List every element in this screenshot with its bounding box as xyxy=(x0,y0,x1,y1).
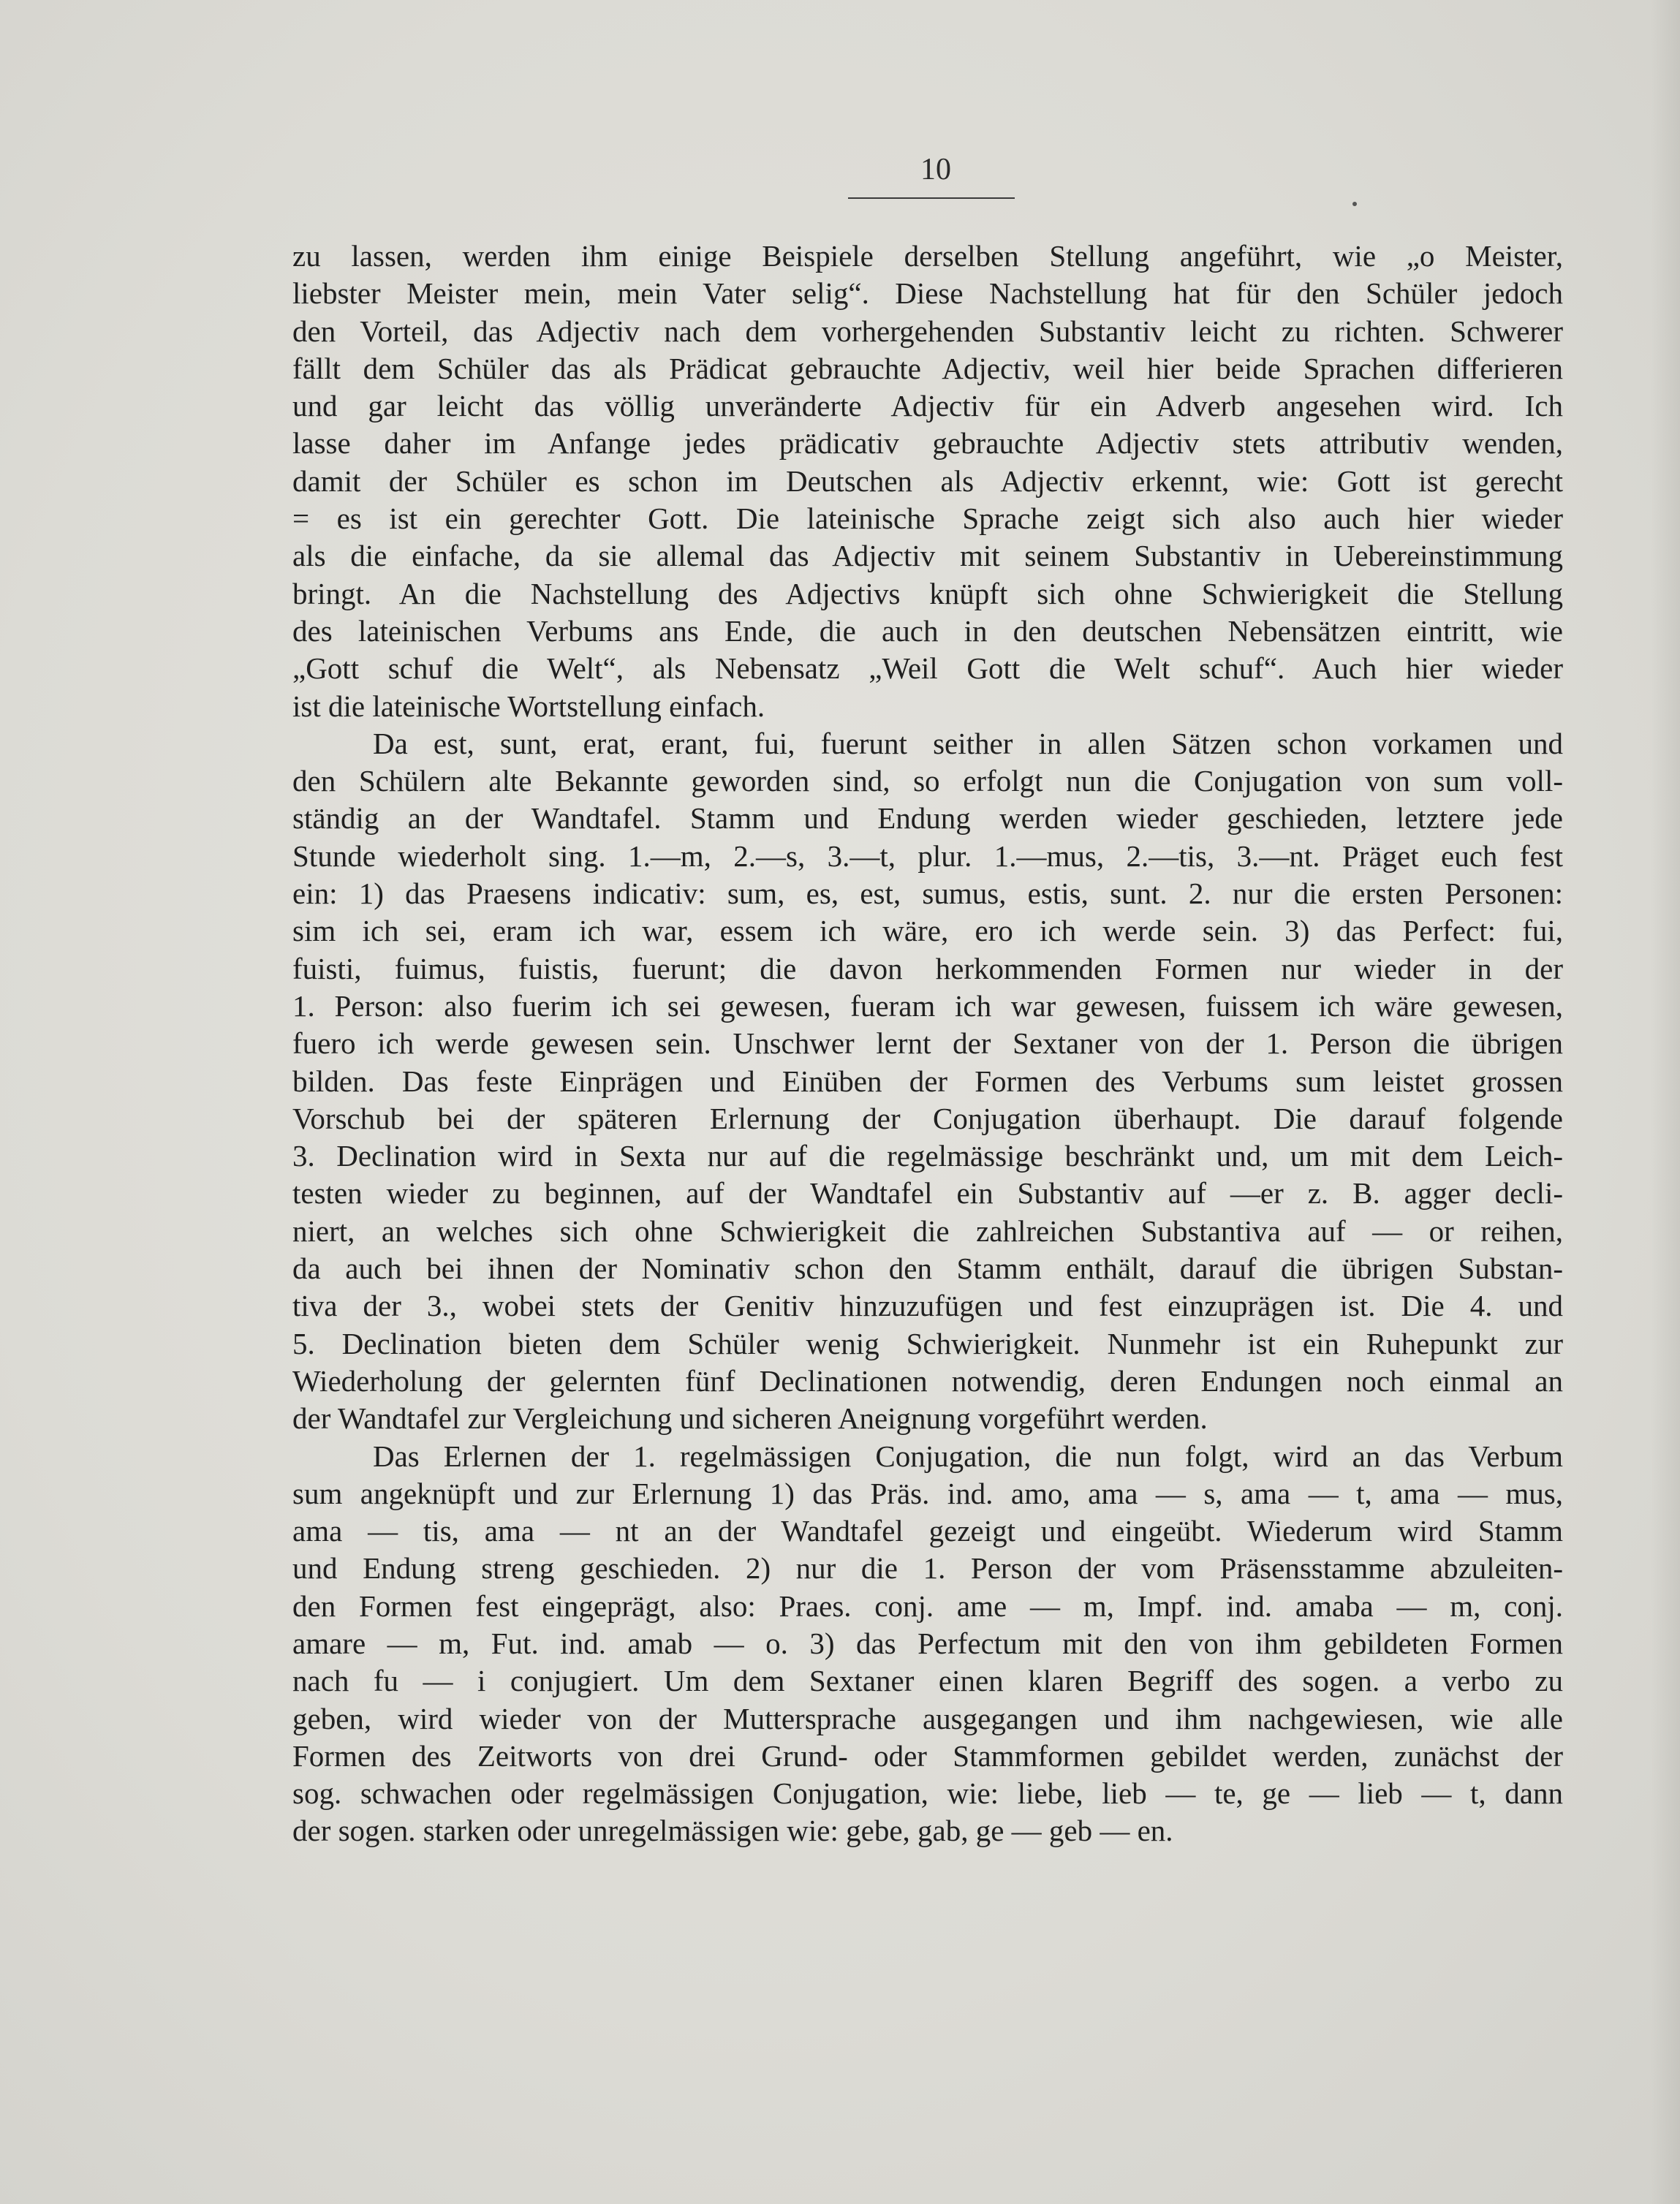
text-line: 1. Person: also fuerim ich sei gewesen, fueram ich war gewesen, fuissem ich wäre gewesen, xyxy=(292,988,1563,1023)
text-line: als die einfache, da sie allemal das Adjectiv mit seinem Substantiv in Uebereinstimmung xyxy=(292,539,1563,573)
text-line: Das Erlernen der 1. regelmässigen Conjugation, die nun folgt, wird an das Verbum xyxy=(373,1439,1563,1473)
text-line: und Endung streng geschieden. 2) nur die 1. Person der vom Präsensstamme abzuleiten- xyxy=(292,1551,1563,1586)
text-line: tiva der 3., wobei stets der Genitiv hinzuzufügen und fest einzuprägen ist. Die 4. und xyxy=(292,1289,1563,1323)
text-line: sim ich sei, eram ich war, essem ich wäre, ero ich werde sein. 3) das Perfect: fui, xyxy=(292,914,1563,948)
text-line: bilden. Das feste Einprägen und Einüben der Formen des Verbums sum leistet grossen xyxy=(292,1064,1563,1098)
text-line: = es ist ein gerechter Gott. Die lateinische Sprache zeigt sich also auch hier wieder xyxy=(292,501,1563,536)
page-number: 10 xyxy=(920,153,951,186)
text-line: nach fu — i conjugiert. Um dem Sextaner einen klaren Begriff des sogen. a verbo zu xyxy=(292,1664,1563,1698)
text-line: der Wandtafel zur Vergleichung und sicheren Aneignung vorgeführt werden. xyxy=(292,1401,1208,1436)
text-line: lasse daher im Anfange jedes prädicativ gebrauchte Adjectiv stets attributiv wenden, xyxy=(292,426,1563,461)
text-line: 3. Declination wird in Sexta nur auf die regelmässige beschränkt und, um mit dem Leich- xyxy=(292,1139,1563,1173)
paragraph-3 xyxy=(292,1438,1563,1850)
text-line: 5. Declination bieten dem Schüler wenig Schwierigkeit. Nunmehr ist ein Ruhepunkt zur xyxy=(292,1326,1563,1360)
text-line: damit der Schüler es schon im Deutschen als Adjectiv erkennt, wie: Gott ist gerecht xyxy=(292,463,1563,498)
text-line: ständig an der Wandtafel. Stamm und Endung werden wieder geschieden, letztere jede xyxy=(292,801,1563,836)
text-line: des lateinischen Verbums ans Ende, die auch in den deutschen Nebensätzen eintritt, wie xyxy=(292,613,1563,648)
text-line: sum angeknüpft und zur Erlernung 1) das Präs. ind. amo, ama — s, ama — t, ama — mus, xyxy=(292,1476,1563,1510)
text-line: Wiederholung der gelernten fünf Declinationen notwendig, deren Endungen noch einmal an xyxy=(292,1363,1563,1398)
print-speck xyxy=(1352,202,1357,206)
paragraph-1 xyxy=(292,238,1563,725)
text-line: bringt. An die Nachstellung des Adjectivs knüpft sich ohne Schwierigkeit die Stellung xyxy=(292,576,1563,610)
text-line: fuisti, fuimus, fuistis, fuerunt; die davon herkommenden Formen nur wieder in der xyxy=(292,951,1563,985)
text-line: Da est, sunt, erat, erant, fui, fuerunt seither in allen Sätzen schon vorkamen und xyxy=(373,726,1563,760)
text-line: testen wieder zu beginnen, auf der Wandtafel ein Substantiv auf —er z. B. agger decli- xyxy=(292,1176,1563,1211)
text-line: ein: 1) das Praesens indicativ: sum, es, est, sumus, estis, sunt. 2. nur die ersten Personen: xyxy=(292,876,1563,911)
text-line: niert, an welches sich ohne Schwierigkeit die zahlreichen Substantiva auf — or reihen, xyxy=(292,1213,1563,1248)
text-line: den Schülern alte Bekannte geworden sind, so erfolgt nun die Conjugation von sum voll- xyxy=(292,764,1563,798)
text-line: fuero ich werde gewesen sein. Unschwer lernt der Sextaner von der 1. Person die übrigen xyxy=(292,1026,1563,1061)
text-line: Stunde wiederholt sing. 1.—m, 2.—s, 3.—t, plur. 1.—mus, 2.—tis, 3.—nt. Präget euch fest xyxy=(292,838,1563,873)
text-line: Vorschub bei der späteren Erlernung der Conjugation überhaupt. Die darauf folgende xyxy=(292,1101,1563,1135)
page-edge-shadow xyxy=(1651,0,1680,2204)
text-line: den Formen fest eingeprägt, also: Praes. conj. ame — m, Impf. ind. amaba — m, conj. xyxy=(292,1588,1563,1623)
text-line: zu lassen, werden ihm einige Beispiele derselben Stellung angeführt, wie „o Meister, xyxy=(292,239,1563,273)
text-line: den Vorteil, das Adjectiv nach dem vorhergehenden Substantiv leicht zu richten. Schwerer xyxy=(292,314,1563,348)
text-line: geben, wird wieder von der Muttersprache ausgegangen und ihm nachgewiesen, wie alle xyxy=(292,1701,1563,1735)
text-line: ama — tis, ama — nt an der Wandtafel gezeigt und eingeübt. Wiederum wird Stamm xyxy=(292,1514,1563,1548)
text-line: „Gott schuf die Welt“, als Nebensatz „Weil Gott die Welt schuf“. Auch hier wieder xyxy=(292,651,1563,686)
header-rule xyxy=(848,197,1015,199)
text-line: und gar leicht das völlig unveränderte Adjectiv für ein Adverb angesehen wird. Ich xyxy=(292,389,1563,423)
text-line: sog. schwachen oder regelmässigen Conjugation, wie: liebe, lieb — te, ge — lieb — t, dann xyxy=(292,1776,1563,1811)
paragraph-2 xyxy=(292,725,1563,1438)
body-text xyxy=(292,238,1563,1850)
text-line: fällt dem Schüler das als Prädicat gebrauchte Adjectiv, weil hier beide Sprachen differieren xyxy=(292,351,1563,385)
text-line: da auch bei ihnen der Nominativ schon den Stamm enthält, darauf die übrigen Substan- xyxy=(292,1251,1563,1286)
text-line: Formen des Zeitworts von drei Grund- oder Stammformen gebildet werden, zunächst der xyxy=(292,1738,1563,1773)
text-line: ist die lateinische Wortstellung einfach. xyxy=(292,689,765,723)
text-line: liebster Meister mein, mein Vater selig“. Diese Nachstellung hat für den Schüler jedoch xyxy=(292,276,1563,311)
text-line: der sogen. starken oder unregelmässigen wie: gebe, gab, ge — geb — en. xyxy=(292,1814,1173,1848)
text-line: amare — m, Fut. ind. amab — o. 3) das Perfectum mit den von ihm gebildeten Formen xyxy=(292,1626,1563,1660)
